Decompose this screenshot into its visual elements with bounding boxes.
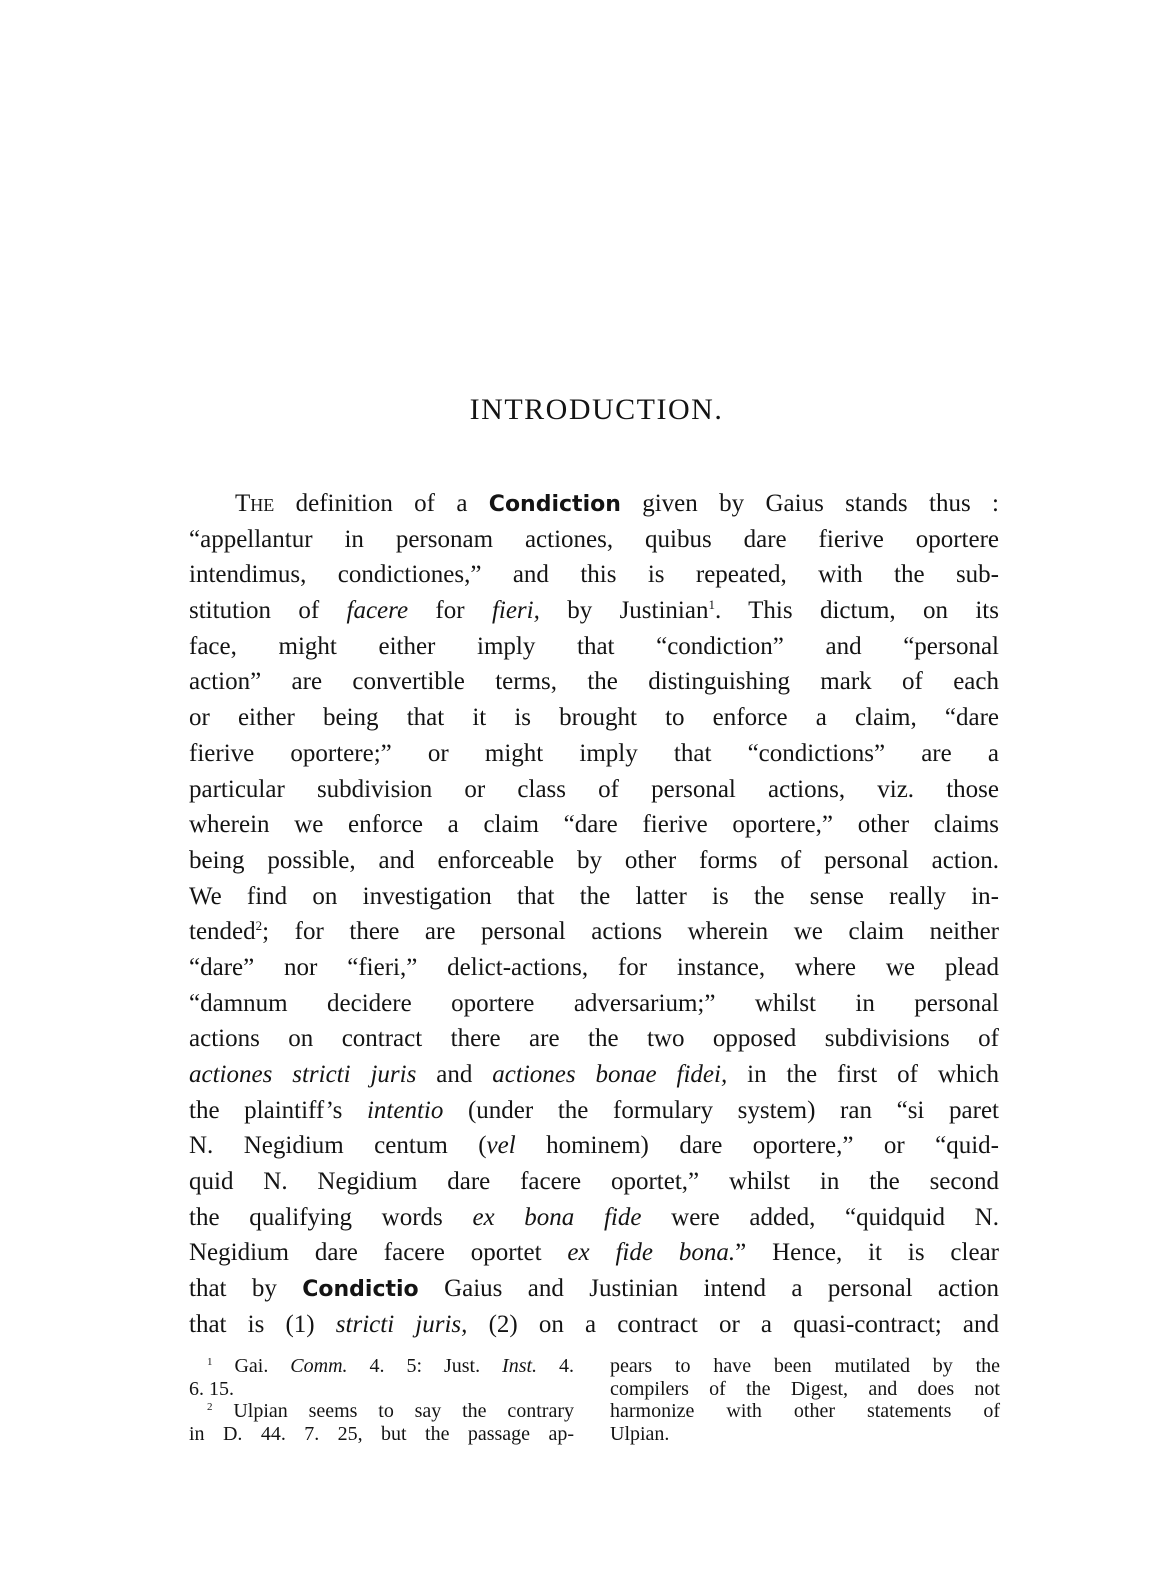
text-line: “dare” nor “fieri,” delict-actions, for instance, where we plead — [189, 953, 999, 981]
term-condictio: Condictio — [302, 1277, 419, 1303]
text-line: tended$^2$; for there are personal actions wherein we claim neither — [189, 918, 999, 946]
term-condiction: Condiction — [488, 492, 621, 517]
footnote-2-cont: compilers of the Digest, and does not — [610, 1377, 1000, 1400]
text-line: face, might either imply that “condiction” and “personal — [189, 632, 999, 660]
text-line: “damnum decidere oportere adversarium;” whilst in personal — [189, 989, 999, 1017]
footnote-2: $^2$ Ulpian seems to say the contrary — [207, 1400, 574, 1422]
text-line: or either being that it is brought to enforce a claim, “dare — [189, 704, 999, 732]
text-line: being possible, and enforceable by other forms of personal action. — [189, 846, 999, 874]
text-line: the plaintiff’s intentio (under the formulary system) ran “si paret — [189, 1096, 999, 1124]
chapter-title: INTRODUCTION. — [469, 393, 724, 426]
text-line: fierive oportere;” or might imply that “condictions” are a — [189, 739, 999, 767]
text-line: actiones stricti juris and actiones bonae fidei, in the first of which — [189, 1061, 999, 1088]
text-line: action” are convertible terms, the distinguishing mark of each — [189, 668, 999, 696]
text-line: particular subdivision or class of personal actions, viz. those — [189, 775, 999, 803]
text-line: We find on investigation that the latter is the sense really in- — [189, 882, 999, 910]
drop-word: The — [235, 490, 275, 517]
footnote-2-cont: Ulpian. — [610, 1422, 670, 1445]
text-line: wherein we enforce a claim “dare fierive oportere,” other claims — [189, 811, 999, 839]
text-line: stitution of facere for fieri, by Justinian$^1$. This dictum, on its — [189, 597, 999, 625]
text-line: actions on contract there are the two opposed subdivisions of — [189, 1025, 999, 1053]
text-line: intendimus, condictiones,” and this is repeated, with the sub- — [189, 561, 999, 589]
text-line: the qualifying words ex bona fide were added, “quidquid N. — [189, 1203, 999, 1231]
footnotes-right-column — [610, 1355, 1000, 1445]
footnote-2-cont: harmonize with other statements of — [610, 1400, 1000, 1422]
text-line: that by Condictio Gaius and Justinian intend a personal action — [189, 1275, 999, 1303]
footnote-2-cont: pears to have been mutilated by the — [610, 1355, 1000, 1377]
text-line: The definition of a Condiction given by Gaius stands thus : — [235, 490, 999, 517]
footnote-1: $^1$ Gai. Comm. 4. 5: Just. Inst. 4. — [207, 1355, 575, 1377]
body-paragraph — [189, 486, 999, 1343]
text-line: Negidium dare facere oportet ex fide bona.” Hence, it is clear — [189, 1239, 999, 1267]
footnote-2-cont: in D. 44. 7. 25, but the passage ap- — [189, 1422, 574, 1445]
footnote-ref-2: 2 — [255, 918, 263, 934]
footnotes-left-column — [189, 1355, 574, 1445]
footnote-1-cont: 6. 15. — [189, 1377, 234, 1400]
text-line: quid N. Negidium dare facere oportet,” whilst in the second — [189, 1168, 999, 1196]
text-line: that is (1) stricti juris, (2) on a contract or a quasi-contract; and — [189, 1310, 999, 1338]
text-line: “appellantur in personam actiones, quibus dare fierive oportere — [189, 525, 999, 553]
text-line: N. Negidium centum (vel hominem) dare oportere,” or “quid- — [189, 1132, 999, 1160]
footnote-ref-1: 1 — [708, 597, 715, 613]
